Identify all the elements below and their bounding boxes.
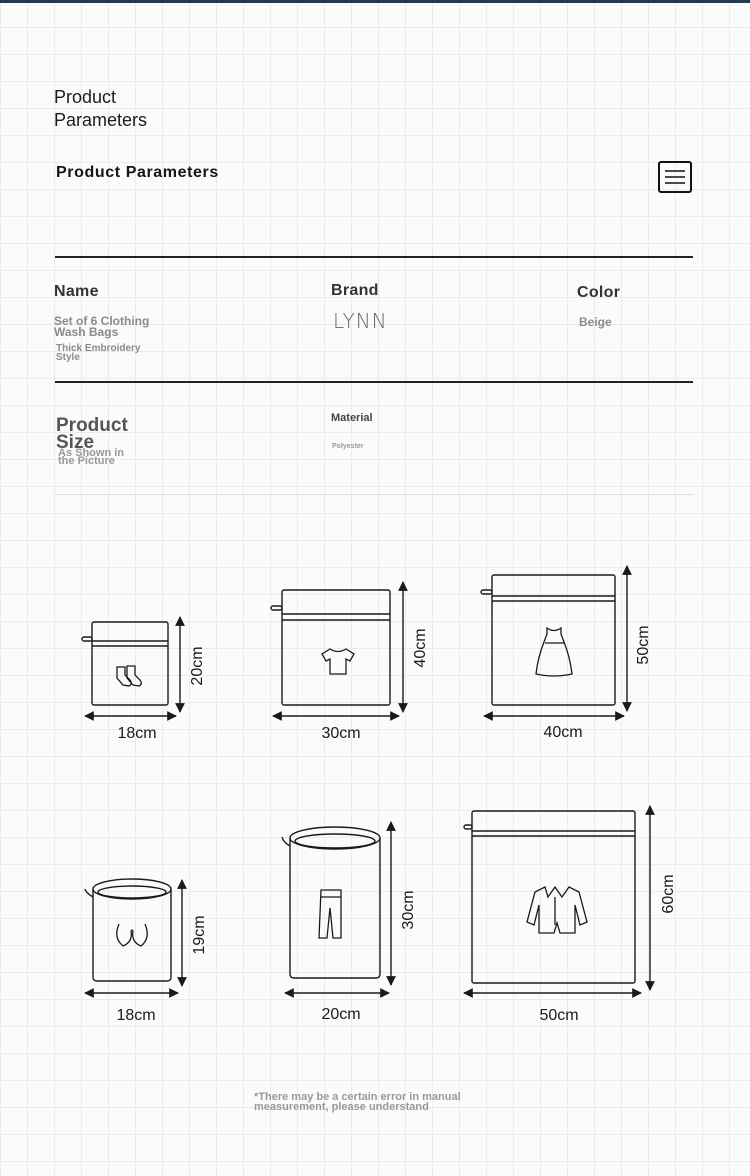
socks-icon: [117, 666, 141, 686]
bra-icon: [117, 924, 148, 946]
bag-socks: [82, 617, 180, 716]
bag-1-width: 18cm: [117, 725, 157, 742]
color-value: Beige: [579, 315, 612, 329]
bag-2-height: 40cm: [412, 628, 429, 668]
page-title: Product Parameters: [54, 87, 148, 130]
bag-pants: [282, 822, 391, 993]
bag-3-height: 50cm: [635, 625, 652, 665]
name-value: Set of 6 Clothing Wash Bags: [54, 314, 150, 339]
section-heading: Product Parameters: [56, 164, 219, 181]
bag-4-width: 18cm: [116, 1007, 156, 1024]
size-label: Product Size: [56, 415, 128, 453]
bag-jacket: [464, 806, 650, 993]
bag-4-height: 19cm: [191, 915, 208, 955]
bag-5-width: 20cm: [321, 1006, 361, 1023]
dress-icon: [536, 628, 572, 676]
brand-logo: LYNN: [333, 309, 388, 333]
brand-label: Brand: [331, 282, 379, 299]
bag-5-height: 30cm: [400, 890, 417, 930]
bag-tshirt: [271, 582, 403, 716]
bag-3-width: 40cm: [543, 724, 583, 741]
bag-1-height: 20cm: [189, 646, 206, 686]
bag-6-height: 60cm: [660, 874, 677, 914]
material-label: Material: [331, 412, 373, 424]
bag-2-width: 30cm: [321, 725, 361, 742]
size-value: As Shown in the Picture: [58, 447, 124, 467]
jacket-icon: [527, 887, 587, 933]
pants-icon: [319, 890, 341, 938]
color-label: Color: [577, 284, 621, 301]
bag-bra: [85, 879, 182, 993]
bag-dress: [481, 566, 627, 716]
material-value: Polyester: [332, 443, 364, 450]
bag-6-width: 50cm: [539, 1007, 579, 1024]
measurement-footnote: *There may be a certain error in manual measurement, please understand: [254, 1091, 461, 1113]
name-subvalue: Thick Embroidery Style: [56, 343, 141, 363]
tshirt-icon: [322, 649, 354, 674]
name-label: Name: [54, 283, 99, 300]
